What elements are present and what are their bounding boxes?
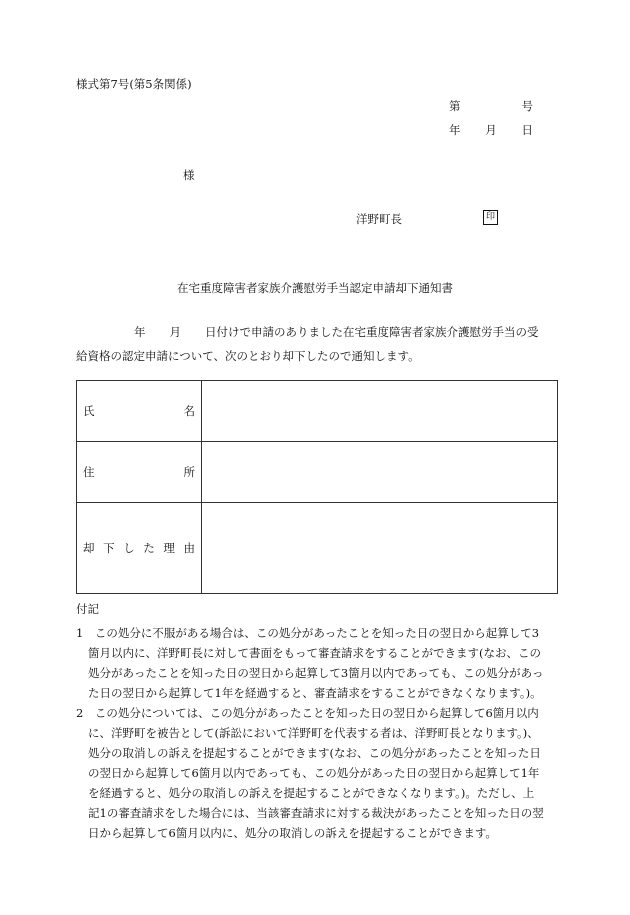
- reason-label-char: 下: [103, 541, 115, 555]
- table-row-address: [77, 442, 558, 503]
- issue-date-year: 年: [449, 123, 461, 137]
- issue-number-suffix: 号: [521, 99, 533, 113]
- addressee-honorific: 様: [183, 168, 195, 182]
- note-line: 処分があったことを知った日の翌日から起算して3箇月以内であっても、この処分があっ: [88, 666, 544, 680]
- reason-label: [77, 503, 202, 594]
- note-line: を経過すると、処分の取消しの訴えを提起することができなくなります。)。ただし、上: [88, 786, 535, 800]
- reason-label-char: 理: [163, 541, 175, 555]
- issue-date: [449, 122, 533, 138]
- note-line: 箇月以内に、洋野町長に対して書面をもって審査請求をすることができます(なお、この: [88, 646, 541, 660]
- name-label: [77, 381, 202, 442]
- reason-value-cell: [202, 503, 558, 594]
- note-line: 記1の審査請求をした場合には、当該審査請求に対する裁決があったことを知った日の翌: [88, 806, 544, 820]
- address-label-char: 所: [183, 465, 195, 479]
- address-label-char: 住: [83, 465, 95, 479]
- reason-label-char: た: [143, 541, 155, 555]
- note-line: 2 この処分については、この処分があったことを知った日の翌日から起算して6箇月以内: [76, 706, 539, 720]
- issue-number-prefix: 第: [449, 99, 461, 113]
- body-line-2: 給資格の認定申請について、次のとおり却下したので通知します。: [76, 349, 420, 363]
- issue-date-month: 月: [485, 123, 497, 137]
- reason-label-char: 却: [83, 541, 95, 555]
- body-line-1: [76, 324, 539, 340]
- note-line: 日から起算して6箇月以内に、処分の取消しの訴えを提起することができます。: [88, 826, 497, 840]
- name-label-char: 氏: [83, 404, 95, 418]
- note-line: 処分の取消しの訴えを提起することができます(なお、この処分があったことを知った日: [88, 746, 541, 760]
- applicant-info-table: [76, 380, 558, 594]
- table-row-name: [77, 381, 558, 442]
- note-line: 1 この処分に不服がある場合は、この処分があったことを知った日の翌日から起算して3: [76, 626, 540, 640]
- issuer-name: 洋野町長: [356, 212, 402, 226]
- body-date-year: 年: [134, 325, 146, 339]
- address-value-cell: [202, 442, 558, 503]
- issue-date-day: 日: [521, 123, 533, 137]
- name-value-cell: [202, 381, 558, 442]
- name-label-char: 名: [183, 404, 195, 418]
- address-label: [77, 442, 202, 503]
- note-line: た日の翌日から起算して1年を経過すると、審査請求をすることができなくなります。)。: [88, 686, 542, 700]
- note-line: に、洋野町を被告として(訴訟において洋野町を代表する者は、洋野町長となります。)、: [88, 726, 539, 740]
- note-line: の翌日から起算して6箇月以内であっても、この処分があった日の翌日から起算して1年: [88, 766, 540, 780]
- reason-label-char: 由: [183, 541, 195, 555]
- reason-label-char: し: [123, 541, 135, 555]
- issue-number: [449, 98, 533, 114]
- form-number: 様式第7号(第5条関係): [76, 77, 192, 91]
- notes-heading: 付記: [76, 602, 99, 616]
- document-title: 在宅重度障害者家族介護慰労手当認定申請却下通知書: [177, 281, 453, 295]
- table-row-reason: [77, 503, 558, 594]
- body-date-month: 月: [169, 325, 181, 339]
- body-line-1-text: 日付けで申請のありました在宅重度障害者家族介護慰労手当の受: [205, 325, 539, 339]
- seal-stamp: 印: [483, 210, 498, 225]
